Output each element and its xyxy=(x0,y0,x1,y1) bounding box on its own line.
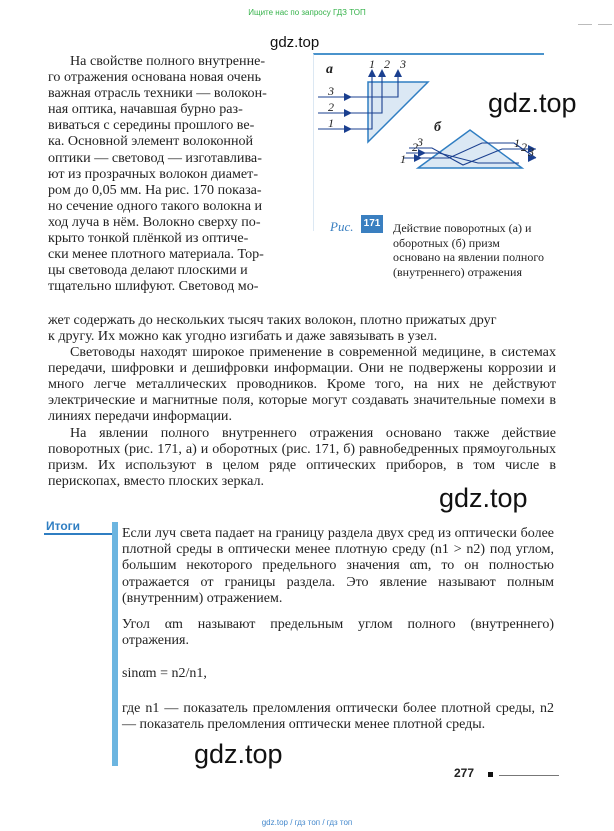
column-line: оптики — световод — изготавлива- xyxy=(48,149,262,166)
ray-number: 1 xyxy=(328,116,334,130)
footer-link[interactable]: gdz.top / гдз топ / гдз топ xyxy=(261,818,353,827)
column-line: важная отрасль техники — волокон- xyxy=(48,85,267,102)
figure-number-badge: 171 xyxy=(361,215,383,233)
ray-number: 2 xyxy=(412,140,418,154)
summary-paragraph: Если луч света падает на границу раздела двух сред из оптически более плотной среды в оптически менее плотную среду (n1 > n2) под углом, большим некоторого предельного значения αm, то он полностью отражается от границы раздела. Это явление называют полным (внутренним) отражением. xyxy=(122,526,554,606)
corner-marks xyxy=(578,24,614,36)
summary-label-bar xyxy=(44,533,114,535)
watermark-top: gdz.top xyxy=(270,34,320,51)
watermark-middle: gdz.top xyxy=(439,483,528,513)
column-line: крыто тонкой плёнкой из оптиче- xyxy=(48,230,249,247)
paragraph-lightguides: Световоды находят широкое применение в современной медицине, в системах передачи, шифровки и дешифровки информации. Они не подвержены коррозии и много легче металлических проводников. Кроме того, на них не действуют электрические и магнитные поля, которые могут создавать значительные помехи в линиях передачи информации. xyxy=(48,344,556,425)
column-line: ром до 0,05 мм. На рис. 170 показа- xyxy=(48,181,262,198)
ray-number: 3 xyxy=(328,84,334,98)
watermark-bottom: gdz.top xyxy=(194,739,283,769)
summary-paragraph: Угол αm называют предельным углом полного (внутреннего) отражения. xyxy=(122,617,554,649)
full-line: к другу. Их можно как угодно изгибать и даже завязывать в узел. xyxy=(48,328,438,345)
page-number-rule xyxy=(499,775,559,776)
column-line: ход луча в нём. Волокно сверху по- xyxy=(48,213,261,230)
paragraph-prisms: На явлении полного внутреннего отражения основано также действие поворотных (рис. 171, а) и оборотных (рис. 171, б) равнобедренных прямоугольных призм. Их используют в целом ряде оптических приборов, в том числе в перископах, вместо плоских зеркал. xyxy=(48,425,556,490)
column-line: На свойстве полного внутренне- xyxy=(70,53,266,69)
ray-number: 2 xyxy=(521,140,527,154)
prism-figure xyxy=(314,55,544,215)
column-line: виваться с середины прошлого ве- xyxy=(48,117,255,134)
ray-number: 1 xyxy=(369,57,375,71)
summary-text xyxy=(122,526,554,659)
column-line: ют из прозрачных волокон диамет- xyxy=(48,165,259,182)
ray-number: 2 xyxy=(328,100,334,114)
figure-caption: Действие поворотных (а) и оборотных (б) призм основано на явлении полного (внутреннего) отражения xyxy=(393,221,544,279)
ray-number: 1 xyxy=(400,152,406,166)
figure-caption-prefix: Рис. xyxy=(330,219,354,234)
top-site-link[interactable]: Ищите нас по запросу ГДЗ ТОП xyxy=(248,8,366,17)
full-width-text xyxy=(48,312,556,344)
column-line: тщательно шлифуют. Световод мо- xyxy=(48,278,259,295)
ray-number: 3 xyxy=(400,57,406,71)
summary-formula: sinαm = n2/n1, xyxy=(122,666,207,681)
summary-definition: где n1 — показатель преломления оптически более плотной среды, n2 — показатель преломления оптически менее плотной среды. xyxy=(122,701,554,733)
column-text xyxy=(48,53,291,294)
column-line: ная оптика, начавшая бурно раз- xyxy=(48,101,243,118)
column-line: цы световода делают плоскими и xyxy=(48,262,248,279)
ray-number: 3 xyxy=(417,135,423,149)
summary-label: Итоги xyxy=(46,519,81,533)
figure-label-b: б xyxy=(434,120,441,135)
ray-number: 1 xyxy=(514,136,520,150)
page-number-marker xyxy=(488,772,493,777)
watermark-right: gdz.top xyxy=(488,88,577,118)
column-line: ка. Основной элемент волоконной xyxy=(48,133,254,150)
column-line: ски менее плотного материала. Тор- xyxy=(48,246,264,263)
figure-label-a: а xyxy=(326,62,333,77)
ray-number: 3 xyxy=(528,145,534,159)
column-line: но сечение одного такого волокна и xyxy=(48,197,263,214)
full-line: жет содержать до нескольких тысяч таких волокон, плотно прижатых друг xyxy=(48,312,497,328)
ray-number: 2 xyxy=(384,57,390,71)
column-line: го отражения основана новая очень xyxy=(48,69,261,86)
page-number: 277 xyxy=(454,766,475,780)
